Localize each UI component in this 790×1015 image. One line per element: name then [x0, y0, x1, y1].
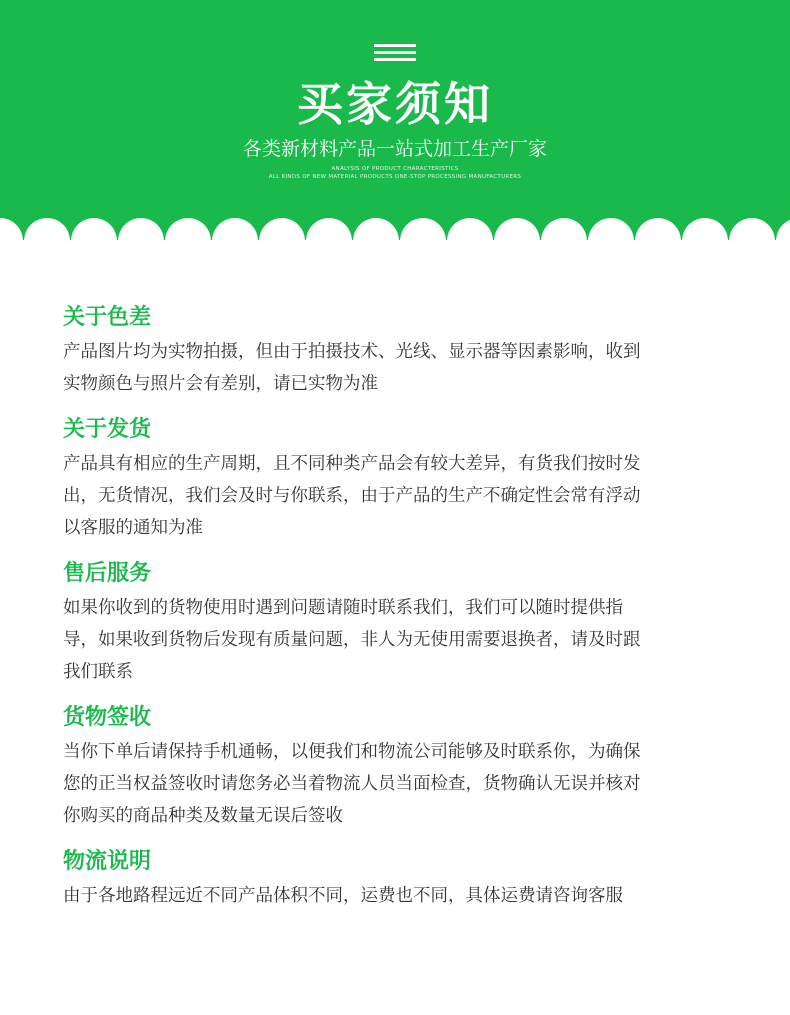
text-line: 以客服的通知为准	[63, 518, 203, 538]
section-color-difference	[63, 302, 743, 400]
scallop	[776, 218, 790, 240]
scallop	[0, 218, 23, 240]
section-text	[63, 880, 743, 912]
text-line: 如果你收到的货物使用时遇到问题请随时联系我们，我们可以随时提供指	[63, 598, 623, 618]
scallop	[494, 218, 540, 240]
scallop	[306, 218, 352, 240]
text-line: 你购买的商品种类及数量无误后签收	[63, 806, 343, 826]
text-line: 由于各地路程远近不同产品体积不同，运费也不同，具体运费请咨询客服	[63, 886, 623, 906]
section-shipping	[63, 414, 743, 544]
notice-content	[63, 302, 743, 926]
text-line: 导，如果收到货物后发现有质量问题，非人为无使用需要退换者，请及时跟	[63, 630, 641, 650]
text-line: 我们联系	[63, 662, 133, 682]
scallop	[729, 218, 775, 240]
scallop	[400, 218, 446, 240]
scallop	[118, 218, 164, 240]
text-line: 产品图片均为实物拍摄，但由于拍摄技术、光线、显示器等因素影响，收到	[63, 342, 641, 362]
section-text	[63, 736, 743, 832]
page-subtitle: 各类新材料产品一站式加工生产厂家	[242, 138, 547, 160]
scallop	[541, 218, 587, 240]
section-logistics	[63, 846, 743, 912]
scallop	[635, 218, 681, 240]
page-title: 买家须知	[297, 77, 493, 131]
text-line: 当你下单后请保持手机通畅，以便我们和物流公司能够及时联系你，为确保	[63, 742, 641, 762]
text-line: 出，无货情况，我们会及时与你联系，由于产品的生产不确定性会常有浮动	[63, 486, 641, 506]
section-heading: 货物签收	[63, 705, 152, 730]
section-receipt	[63, 702, 743, 832]
section-heading: 关于色差	[63, 305, 152, 330]
section-text	[63, 448, 743, 544]
section-heading: 关于发货	[63, 417, 152, 442]
section-after-sales	[63, 558, 743, 688]
scallop	[24, 218, 70, 240]
text-line: 您的正当权益签收时请您务必当着物流人员当面检查，货物确认无误并核对	[63, 774, 641, 794]
scallop	[682, 218, 728, 240]
header-banner	[0, 0, 790, 240]
tagline-2: ALL KINDS OF NEW MATERIAL PRODUCTS ONE-STOP PROCESSING MANUFACTURERS	[268, 174, 522, 180]
section-text	[63, 336, 743, 400]
scalloped-edge	[0, 218, 790, 240]
section-heading: 售后服务	[63, 561, 152, 586]
text-line: 实物颜色与照片会有差别，请已实物为准	[63, 374, 378, 394]
tagline-1: ANALYSIS OF PRODUCT CHARACTERISTICS	[331, 166, 459, 172]
scallop	[353, 218, 399, 240]
menu-lines-icon	[374, 44, 416, 65]
scallop	[71, 218, 117, 240]
scallop	[588, 218, 634, 240]
scallop	[165, 218, 211, 240]
scallop	[212, 218, 258, 240]
section-heading: 物流说明	[63, 849, 152, 874]
scallop	[259, 218, 305, 240]
scallop	[447, 218, 493, 240]
section-text	[63, 592, 743, 688]
text-line: 产品具有相应的生产周期，且不同种类产品会有较大差异，有货我们按时发	[63, 454, 641, 474]
